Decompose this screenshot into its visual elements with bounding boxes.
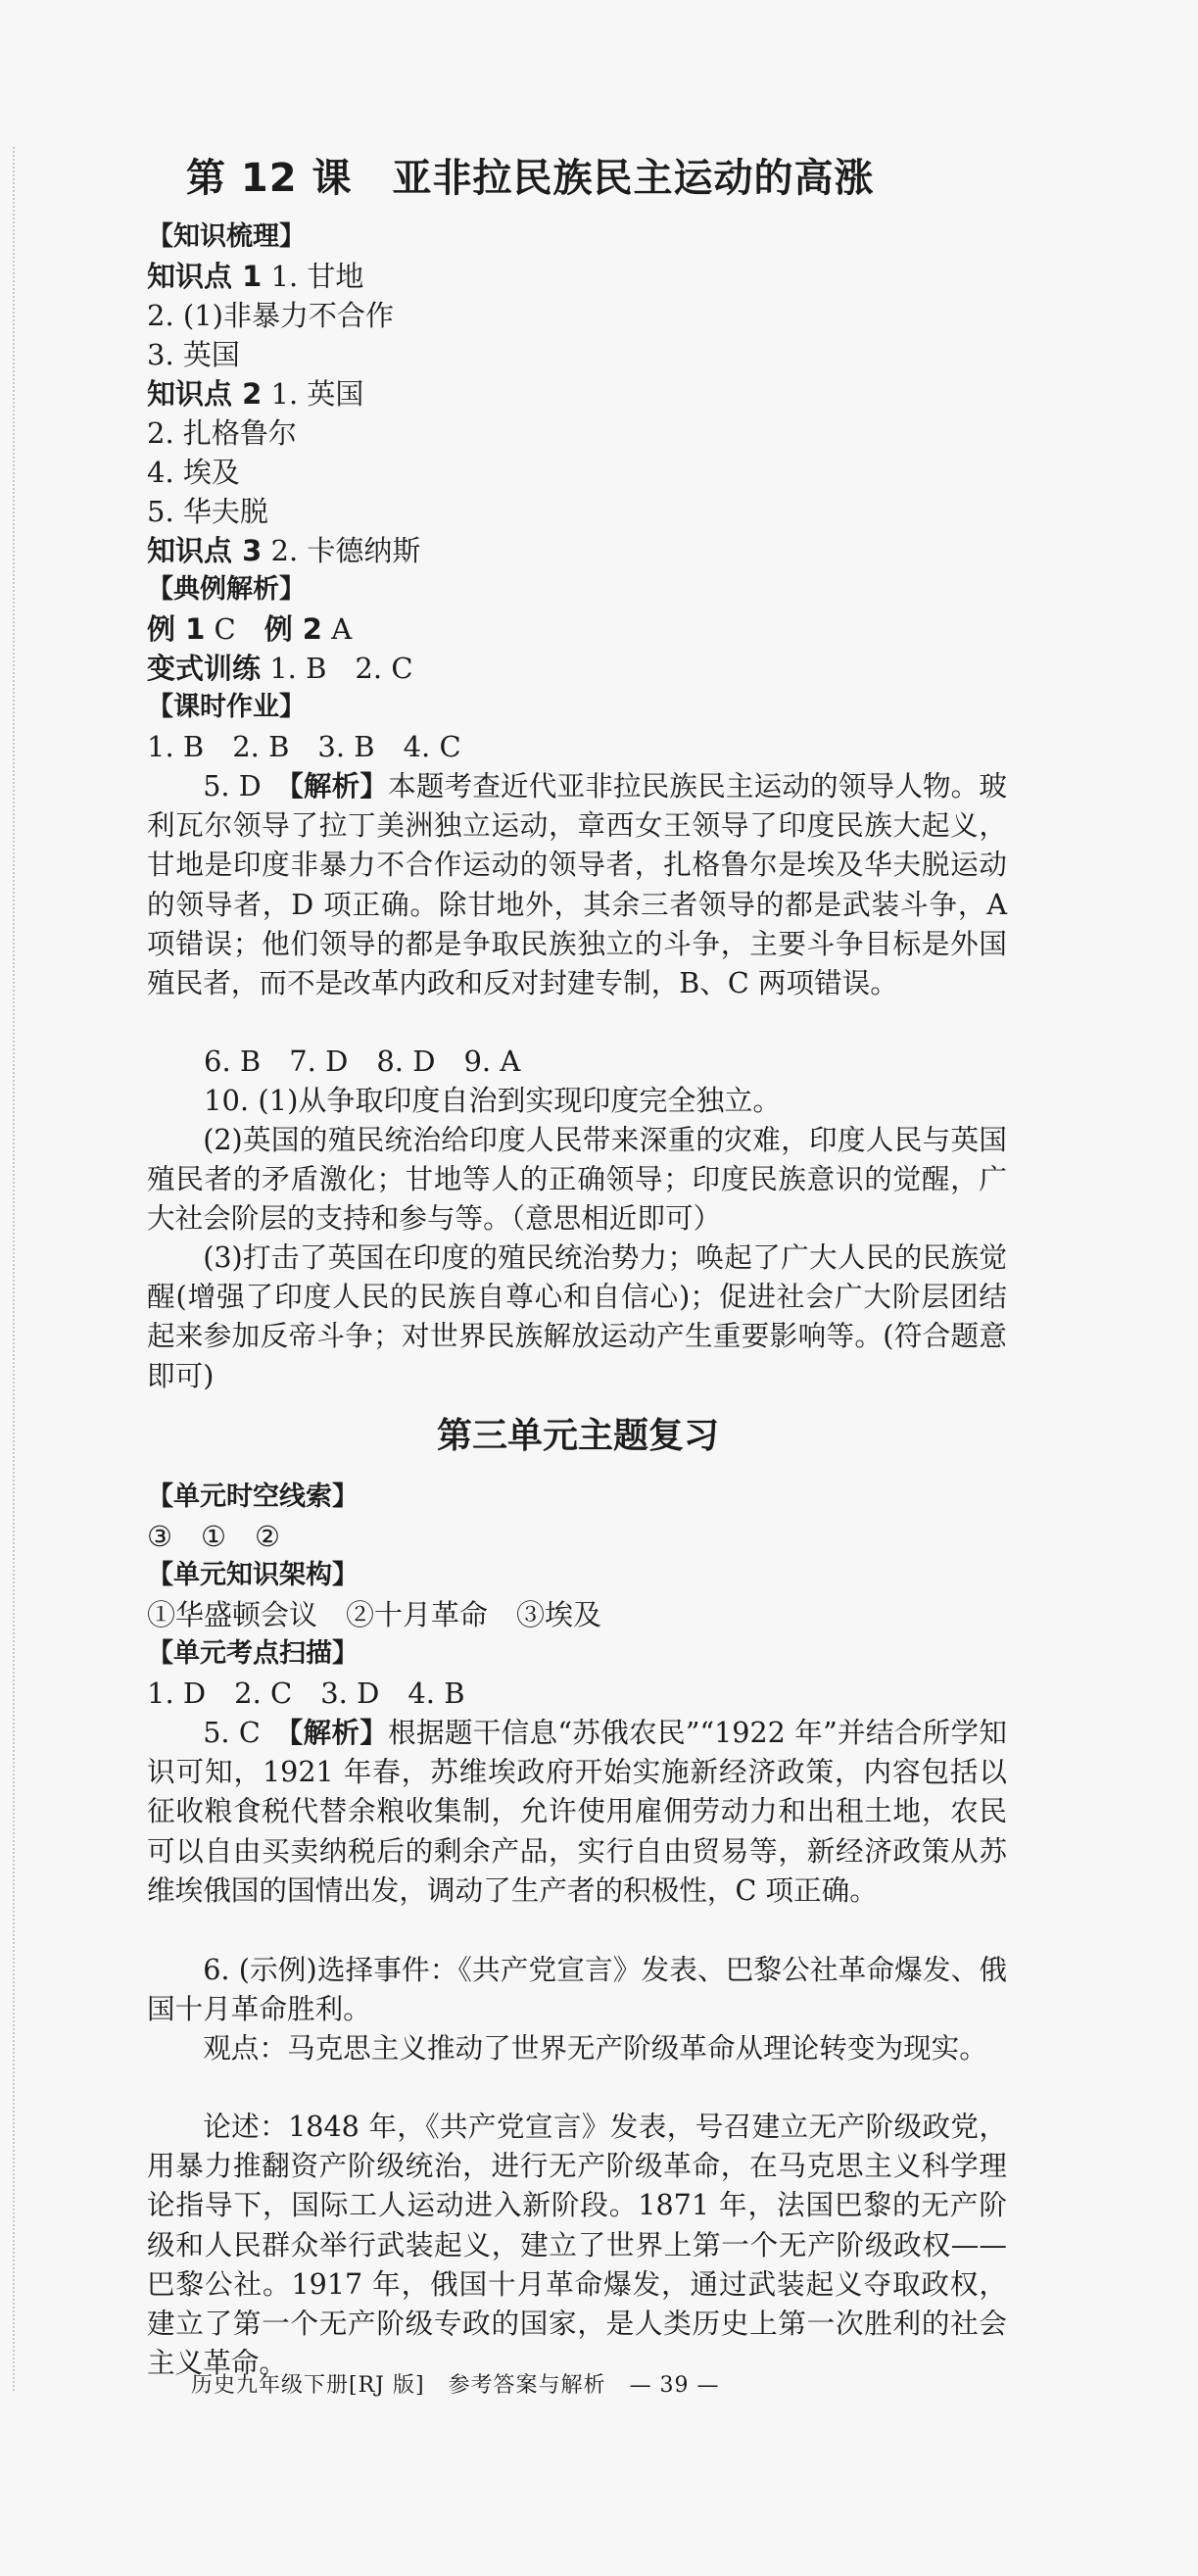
section-header-timeline: 【单元时空线索】 [147, 1482, 359, 1512]
section-header-knowledge: 【知识梳理】 [147, 221, 306, 252]
kp2-line3: 4. 埃及 [147, 456, 240, 489]
variant-text: 1. B 2. C [261, 652, 413, 685]
section-header-homework: 【课时作业】 [147, 692, 306, 722]
ex2-label: 例 2 [264, 612, 322, 646]
u5-explanation [147, 1713, 1007, 1910]
kp1-line [147, 257, 363, 296]
kp3-label: 知识点 3 [147, 534, 263, 567]
q5-prefix: 5. D [203, 769, 290, 802]
kp2-label: 知识点 2 [147, 377, 263, 411]
q10-part3: (3)打击了英国在印度的殖民统治势力；唤起了广大人民的民族觉醒(增强了印度人民的民族自尊心和自信心)；促进社会广大阶层团结起来参加反帝斗争；对世界民族解放运动产生重要影响等。(符合题意即可) [147, 1240, 1007, 1392]
footer-section: 参考答案与解析 [448, 2373, 606, 2398]
u6-argument: 论述：1848 年，《共产党宣言》发表，号召建立无产阶级政党，用暴力推翻资产阶级统治，进行无产阶级革命，在马克思主义科学理论指导下，国际工人运动进入新阶段。1871 年，法国巴黎的无产阶级和人民群众举行武装起义，建立了世界上第一个无产阶级政权——巴黎公社。1917 年，俄国十月革命爆发，通过武装起义夺取政权，建立了第一个无产阶级专政的国家，是人类历史上第一次胜利的社会主义革命。 [147, 2110, 1007, 2380]
timeline-answer: ③ ① ② [147, 1520, 280, 1553]
page-footer [191, 2368, 736, 2399]
section-header-framework: 【单元知识架构】 [147, 1560, 359, 1590]
q10-part1: 10. (1)从争取印度自治到实现印度完全独立。 [204, 1084, 782, 1117]
kp3-line [147, 531, 420, 570]
footer-book: 历史九年级下册[RJ 版] [191, 2373, 425, 2398]
footer-page-number: — 39 — [629, 2373, 720, 2398]
u5-text: 根据题干信息“苏俄农民”“1922 年”并结合所学知识可知，1921 年春，苏维埃政府开始实施新经济政策，内容包括以征收粮食税代替余粮收集制，允许使用雇佣劳动力和出租土地，农民可以自由买卖纳税后的剩余产品，实行自由贸易等，新经济政策从苏维埃俄国的国情出发，调动了生产者的积极性，C 项正确。 [147, 1716, 1007, 1907]
kp1-line2: 2. (1)非暴力不合作 [147, 299, 394, 332]
q10-part2: (2)英国的殖民统治给印度人民带来深重的灾难，印度人民与英国殖民者的矛盾激化；甘地等人的正确领导；印度民族意识的觉醒，广大社会阶层的支持和参与等。（意思相近即可） [147, 1123, 1007, 1236]
lesson-title: 第 12 课 亚非拉民族民主运动的高涨 [186, 156, 875, 201]
framework-answer: ①华盛顿会议 ②十月革命 ③埃及 [147, 1598, 602, 1631]
unit-review-title: 第三单元主题复习 [436, 1416, 719, 1456]
variant-label: 变式训练 [147, 652, 262, 685]
kp3-text: 2. 卡德纳斯 [262, 534, 421, 567]
section-header-examples: 【典例解析】 [147, 574, 306, 605]
u6-viewpoint: 观点：马克思主义推动了世界无产阶级革命从理论转变为现实。 [203, 2031, 987, 2065]
page-edge-dotted-line [13, 147, 15, 2391]
variant-line [147, 649, 413, 688]
exam-answers-1-4: 1. D 2. C 3. D 4. B [147, 1677, 465, 1710]
homework-answers-1-4: 1. B 2. B 3. B 4. C [147, 730, 461, 763]
ex1-label: 例 1 [147, 612, 206, 646]
ex2-text: A [321, 612, 353, 646]
u5-prefix: 5. C [203, 1716, 289, 1749]
q5-tag: 【解析】 [289, 769, 389, 802]
u6-events: 6. (示例)选择事件：《共产党宣言》发表、巴黎公社革命爆发、俄国十月革命胜利。 [147, 1953, 1007, 2026]
examples-line [147, 609, 352, 649]
kp2-text: 1. 英国 [262, 377, 364, 411]
u5-tag: 【解析】 [288, 1716, 389, 1749]
section-header-exam-points: 【单元考点扫描】 [147, 1638, 359, 1669]
ex1-text: C [205, 612, 264, 646]
kp1-line3: 3. 英国 [147, 338, 240, 371]
homework-answers-6-9: 6. B 7. D 8. D 9. A [204, 1045, 521, 1078]
q5-explanation [147, 766, 1007, 1002]
kp1-label: 知识点 1 [147, 260, 263, 293]
kp2-line [147, 374, 363, 413]
kp2-line2: 2. 扎格鲁尔 [147, 416, 297, 450]
kp1-text: 1. 甘地 [262, 260, 364, 293]
kp2-line4: 5. 华夫脱 [147, 495, 268, 528]
q5-text: 本题考查近代亚非拉民族民主运动的领导人物。玻利瓦尔领导了拉丁美洲独立运动，章西女王领导了印度民族大起义，甘地是印度非暴力不合作运动的领导者，扎格鲁尔是埃及华夫脱运动的领导者，D 项正确。除甘地外，其余三者领导的都是武装斗争，A 项错误；他们领导的都是争取民族独立的斗争，主要斗争目标是外国殖民者，而不是改革内政和反对封建专制，B、C 两项错误。 [147, 769, 1007, 1000]
